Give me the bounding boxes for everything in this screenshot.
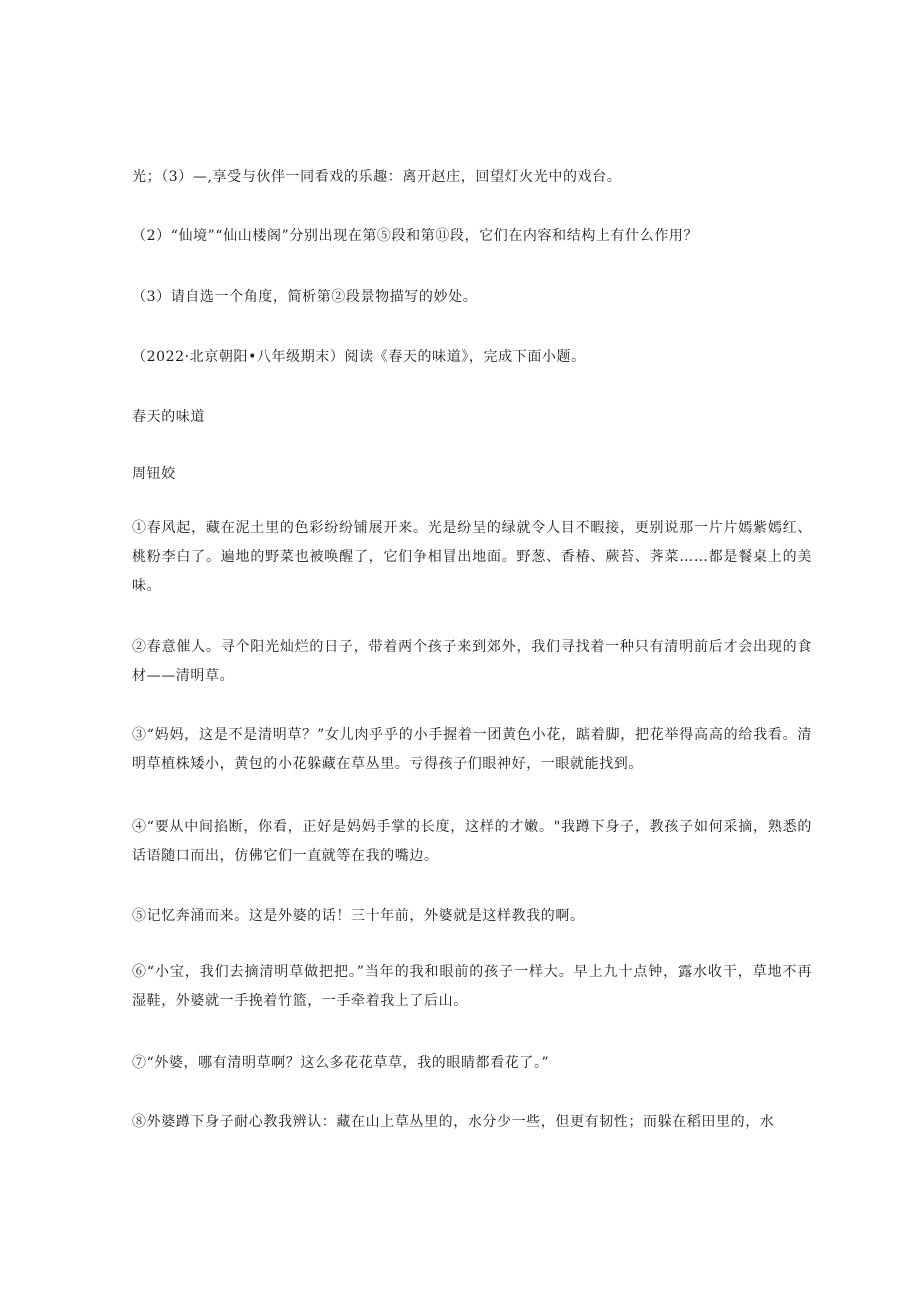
article-paragraph-4: ④“要从中间掐断，你看，正好是妈妈手掌的长度，这样的才嫩。"我蹲下身子，教孩子如何采摘，熟悉的话语随口而出，仿佛它们一直就等在我的嘴边。 xyxy=(132,819,812,864)
answer-fragment-line: 光；（3）—,享受与伙伴一同看戏的乐趣：离开赵庄，回望灯火光中的戏台。 xyxy=(132,169,622,185)
question-2: （2）“仙境”“仙山楼阁”分别出现在第⑤段和第⑪段，它们在内容和结构上有什么作用？ xyxy=(132,228,699,244)
article-paragraph-6: ⑥“小宝，我们去摘清明草做把把。”当年的我和眼前的孩子一样大。早上九十点钟，露水收干，草地不再湿鞋，外婆就一手挽着竹篮，一手牵着我上了后山。 xyxy=(132,964,812,1009)
article-author: 周钮姣 xyxy=(132,466,176,482)
question-3: （3）请自选一个角度，简析第②段景物描写的妙处。 xyxy=(132,289,478,305)
article-title: 春天的味道 xyxy=(132,409,205,425)
article-paragraph-8: ⑧外婆蹲下身子耐心教我辨认：藏在山上草丛里的，水分少一些，但更有韧性；而躲在稻田里的，水 xyxy=(132,1114,775,1130)
article-paragraph-7: ⑦“外婆，哪有清明草啊？这么多花花草草，我的眼睛都看花了。” xyxy=(132,1055,550,1071)
article-paragraph-2: ②春意催人。寻个阳光灿烂的日子，带着两个孩子来到郊外，我们寻找着一种只有清明前后才会出现的食材——清明草。 xyxy=(132,639,812,684)
article-paragraph-1: ①春风起，藏在泥土里的色彩纷纷铺展开来。光是纷呈的绿就令人目不暇接，更别说那一片片嫣紫嫣红、桃粉李白了。遍地的野菜也被唤醒了，它们争相冒出地面。野葱、香椿、蕨苔、荠菜……都是餐桌上的美味。 xyxy=(132,520,812,594)
article-paragraph-3: ③“妈妈，这是不是清明草？”女儿肉乎乎的小手握着一团黄色小花，踮着脚，把花举得高高的给我看。清明草植株矮小，黄包的小花躲藏在草丛里。亏得孩子们眼神好，一眼就能找到。 xyxy=(132,727,812,772)
article-paragraph-5: ⑤记忆奔涌而来。这是外婆的话！三十年前，外婆就是这样教我的啊。 xyxy=(132,908,585,924)
reading-instruction: （2022·北京朝阳•八年级期末）阅读《春天的味道》，完成下面小题。 xyxy=(132,349,586,365)
